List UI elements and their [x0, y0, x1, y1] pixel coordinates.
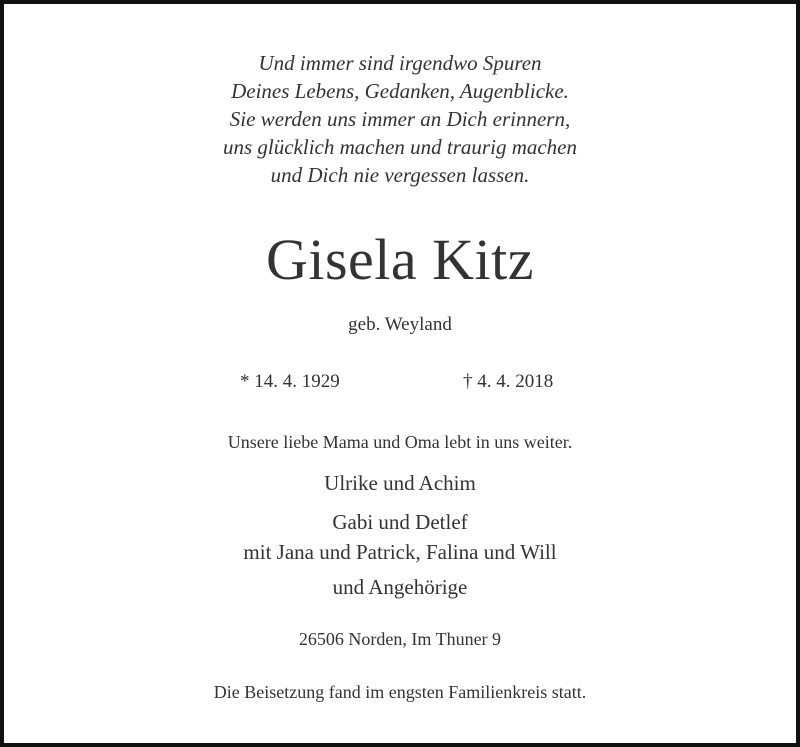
memorial-poem	[4, 49, 796, 189]
mourner-line: und Angehörige	[332, 575, 468, 599]
mourner-line: Ulrike und Achim	[324, 471, 476, 495]
deceased-name: Gisela Kitz	[265, 227, 535, 292]
family-address: 26506 Norden, Im Thuner 9	[298, 629, 502, 649]
death-date: † 4. 4. 2018	[463, 371, 554, 392]
poem-line: Sie werden uns immer an Dich erinnern,	[229, 107, 571, 131]
poem-line: Und immer sind irgendwo Spuren	[258, 51, 542, 75]
maiden-name: geb. Weyland	[348, 314, 452, 335]
mourner-line: Gabi und Detlef	[332, 510, 468, 534]
poem-line: uns glücklich machen und traurig machen	[222, 135, 578, 159]
mourner-line: mit Jana und Patrick, Falina und Will	[243, 540, 557, 564]
birth-date: * 14. 4. 1929	[240, 371, 340, 392]
poem-line: Deines Lebens, Gedanken, Augenblicke.	[231, 79, 569, 103]
burial-note: Die Beisetzung fand im engsten Familienkreis statt.	[213, 682, 587, 702]
poem-line: und Dich nie vergessen lassen.	[270, 163, 530, 187]
tribute-text: Unsere liebe Mama und Oma lebt in uns weiter.	[227, 432, 573, 452]
